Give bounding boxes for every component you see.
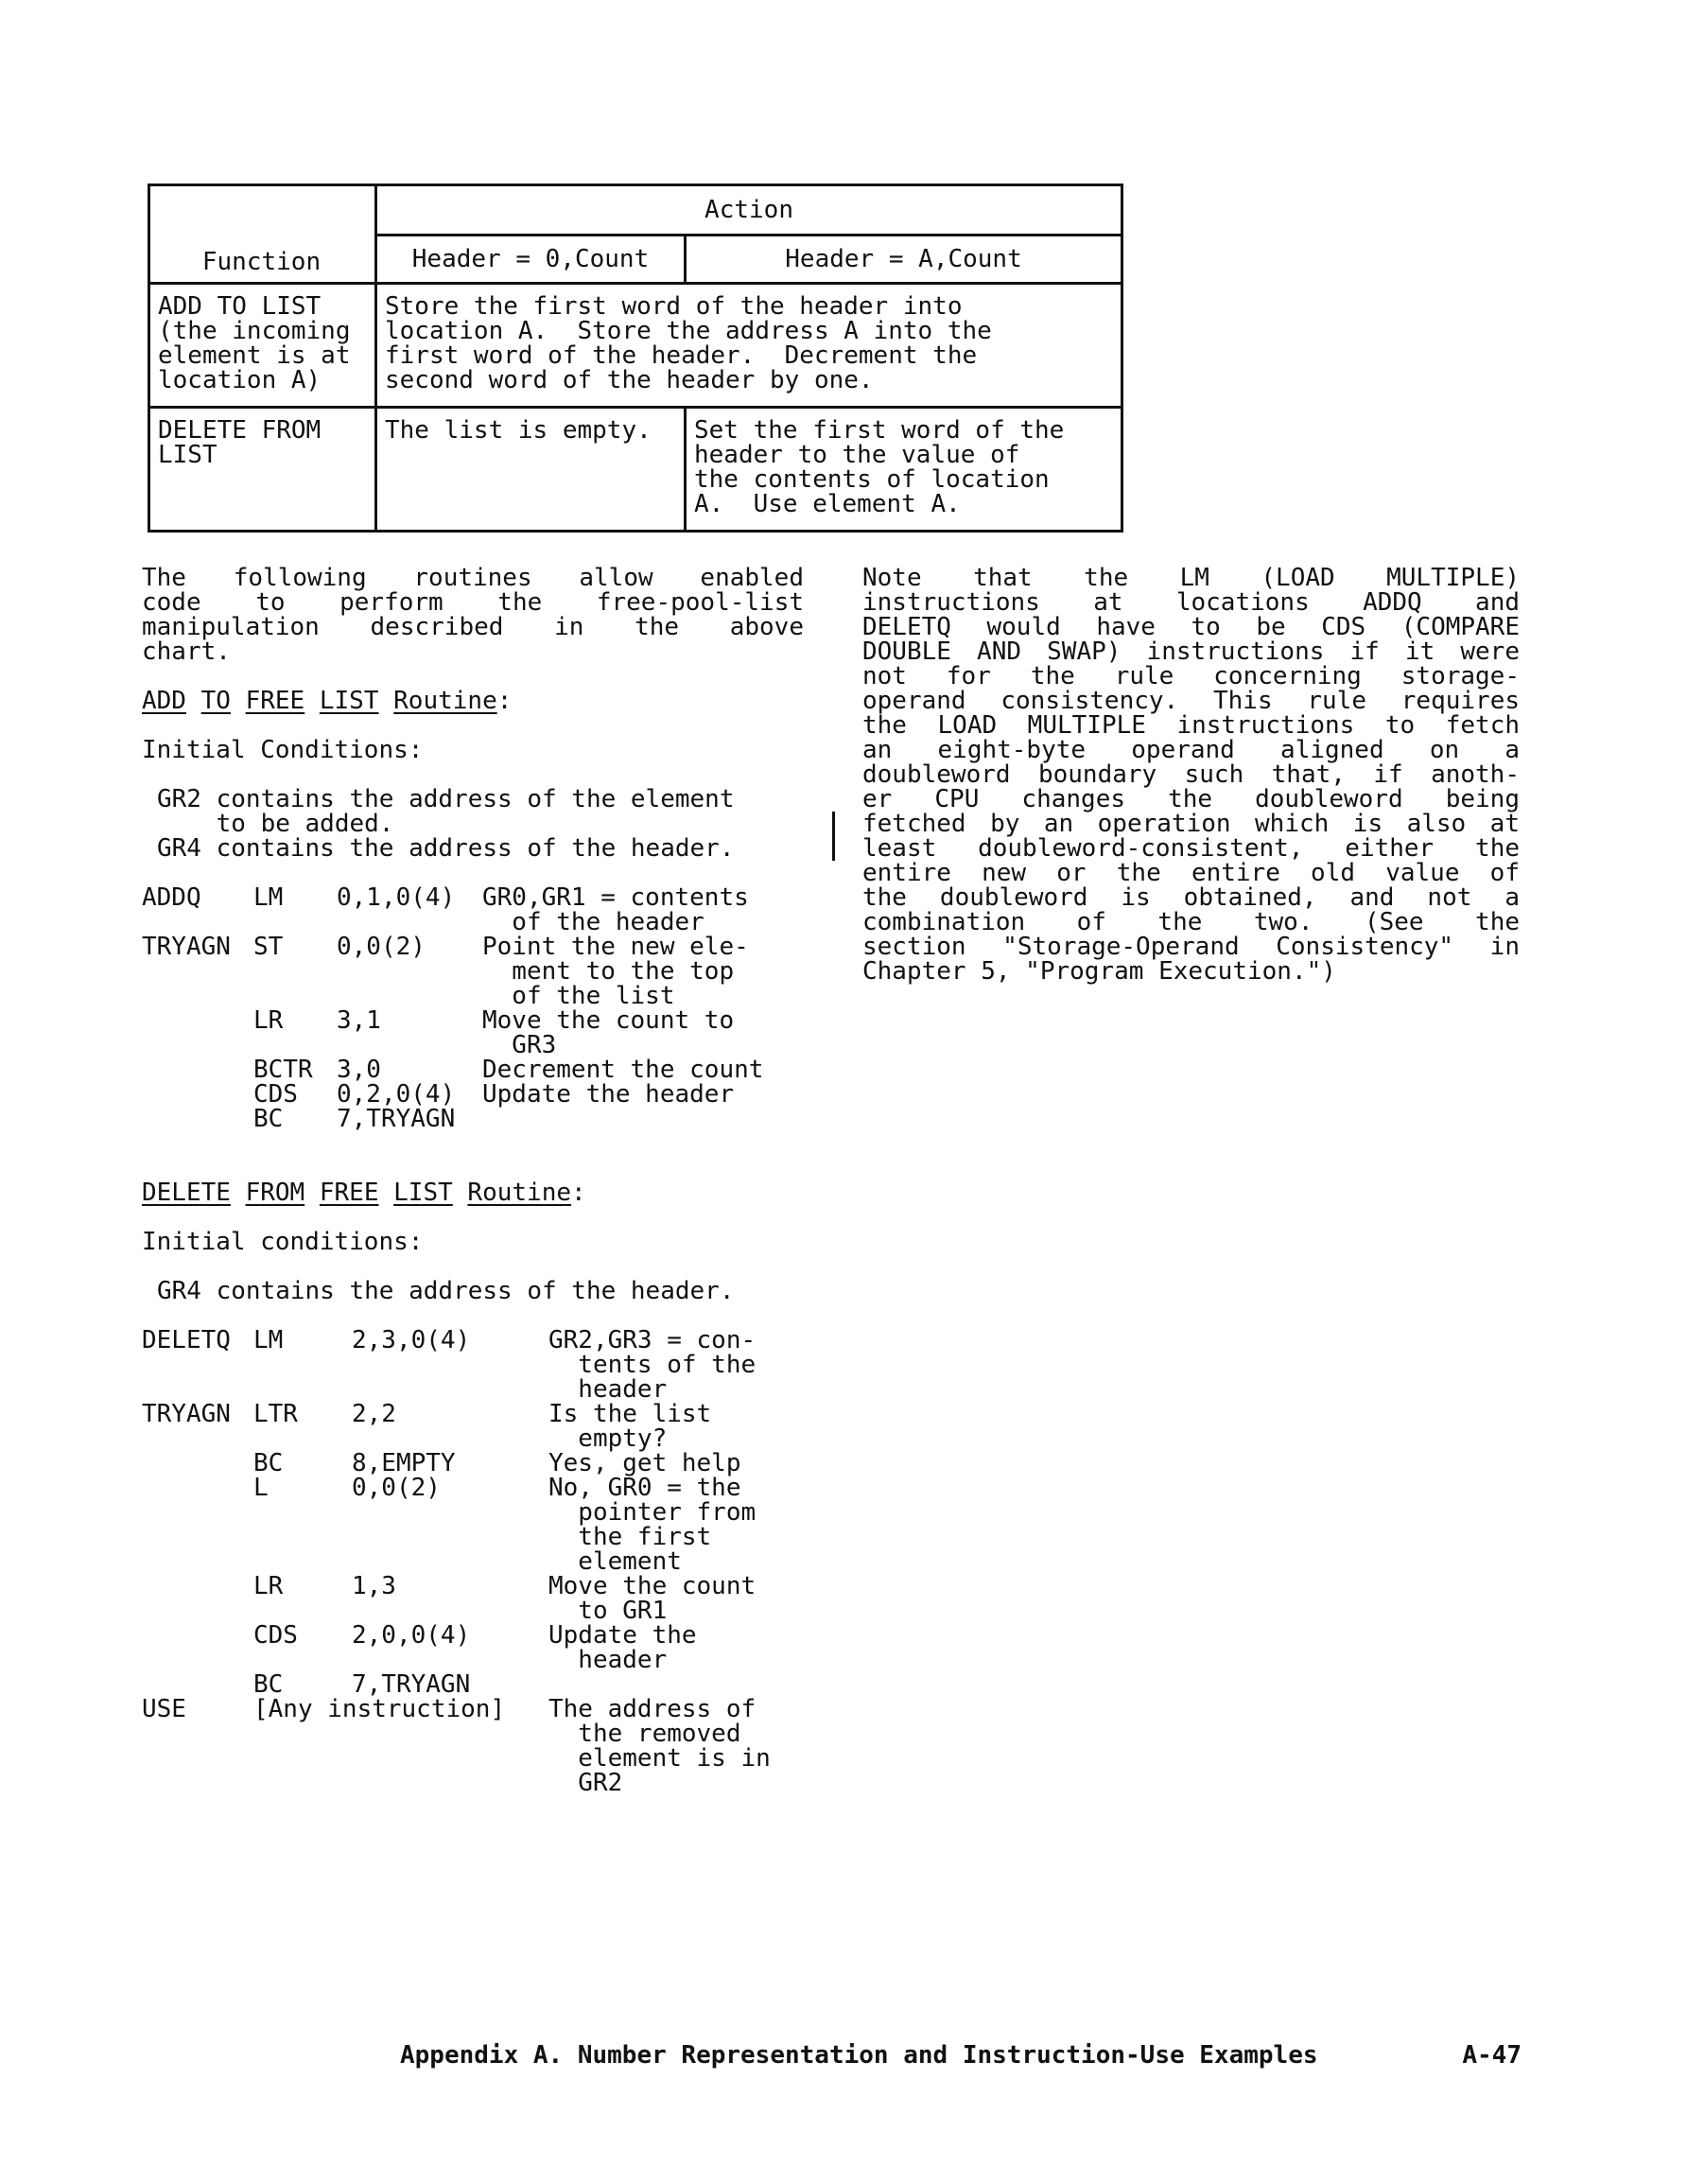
intro-paragraph: The following routines allow enabled code to perform the free-pool-list manipulation described in the above chart. — [142, 564, 804, 666]
code-operands: 0,0(2) — [337, 933, 426, 961]
add-to-list-function: ADD TO LIST (the incoming element is at location A) — [149, 284, 376, 408]
code-operands: 0,1,0(4) — [337, 883, 456, 912]
code-opcode: BCTR — [253, 1056, 313, 1084]
code-line — [142, 1008, 804, 1033]
code-opcode: BC — [253, 1670, 284, 1699]
code-operands: 7,TRYAGN — [352, 1670, 471, 1699]
revision-bar — [832, 812, 835, 836]
code-operands: 1,3 — [352, 1572, 396, 1600]
code-line — [142, 910, 804, 935]
header-a-count: Header = A,Count — [686, 236, 1122, 284]
code-line — [142, 1500, 804, 1525]
code-operands: 7,TRYAGN — [337, 1105, 456, 1133]
code-opcode: CDS — [253, 1621, 298, 1650]
code-opcode: LM — [253, 1326, 284, 1354]
code-line — [142, 1476, 804, 1500]
code-comment: GR2,GR3 = con- — [548, 1326, 757, 1354]
code-comment: GR0,GR1 = contents — [482, 883, 749, 912]
code-line — [142, 1697, 804, 1721]
code-comment: GR2 — [548, 1769, 623, 1797]
code-comment: GR3 — [482, 1031, 557, 1059]
code-line — [142, 1525, 804, 1549]
code-opcode: BC — [253, 1449, 284, 1477]
code-line — [142, 1426, 804, 1451]
code-operands: 3,0 — [337, 1056, 381, 1084]
revision-bar — [832, 836, 835, 861]
code-operands: 8,EMPTY — [352, 1449, 456, 1477]
page-number: A-47 — [1462, 2041, 1522, 2070]
code-comment: to GR1 — [548, 1597, 668, 1625]
code-line — [142, 885, 804, 910]
code-operands: 2,2 — [352, 1400, 396, 1428]
delete-routine-code — [142, 1328, 804, 1795]
code-opcode: L — [253, 1474, 269, 1502]
code-comment: element is in — [548, 1744, 771, 1773]
add-conditions: GR2 contains the address of the element to be added. GR4 contains the address of the header. — [157, 785, 735, 863]
code-comment: the removed — [548, 1720, 741, 1748]
delete-from-list-function: DELETE FROM LIST — [149, 408, 376, 532]
code-comment: Update the — [548, 1621, 697, 1650]
code-line — [142, 1599, 804, 1623]
code-comment: element — [548, 1547, 682, 1576]
code-line — [142, 1082, 804, 1107]
code-line — [142, 1721, 804, 1746]
code-comment: Point the new ele- — [482, 933, 749, 961]
delete-empty-action: The list is empty. — [376, 408, 686, 532]
code-comment: pointer from — [548, 1498, 757, 1527]
page-footer — [400, 2041, 1522, 2070]
code-comment: Decrement the count — [482, 1056, 764, 1084]
code-operands: 2,3,0(4) — [352, 1326, 471, 1354]
code-line — [142, 935, 804, 959]
delete-conditions: GR4 contains the address of the header. — [157, 1277, 735, 1305]
code-operands: 3,1 — [337, 1006, 381, 1035]
code-comment: header — [548, 1646, 668, 1674]
code-label: TRYAGN — [142, 1400, 231, 1428]
action-table — [148, 183, 1123, 533]
code-line — [142, 1771, 804, 1795]
code-line — [142, 1574, 804, 1599]
code-label: TRYAGN — [142, 933, 231, 961]
code-opcode: LR — [253, 1006, 284, 1035]
code-line — [142, 1672, 804, 1697]
code-line — [142, 959, 804, 984]
add-routine-code — [142, 885, 804, 1131]
code-opcode: BC — [253, 1105, 284, 1133]
code-label: USE — [142, 1695, 186, 1723]
code-line — [142, 1648, 804, 1672]
delete-initial-conditions-label: Initial conditions: — [142, 1228, 424, 1256]
code-line — [142, 1451, 804, 1476]
code-label: DELETQ — [142, 1326, 231, 1354]
code-opcode: LR — [253, 1572, 284, 1600]
code-comment: of the list — [482, 982, 675, 1010]
code-comment: Update the header — [482, 1080, 735, 1109]
code-line — [142, 1033, 804, 1057]
delete-nonempty-action: Set the first word of the header to the value of the contents of location A. Use element A. — [686, 408, 1122, 532]
code-line — [142, 1057, 804, 1082]
code-comment: the first — [548, 1523, 712, 1551]
code-operands: 0,0(2) — [352, 1474, 441, 1502]
code-opcode: [Any instruction] — [253, 1695, 506, 1723]
code-line — [142, 1377, 804, 1402]
delete-routine-title: DELETE FROM FREE LIST Routine: — [142, 1179, 586, 1207]
code-line — [142, 1623, 804, 1648]
footer-title: Appendix A. Number Representation and Instruction-Use Examples — [400, 2041, 1318, 2070]
code-line — [142, 1328, 804, 1353]
code-line — [142, 1107, 804, 1131]
left-column — [142, 566, 804, 1795]
code-comment: header — [548, 1375, 668, 1404]
code-comment: Is the list — [548, 1400, 712, 1428]
add-initial-conditions-label: Initial Conditions: — [142, 736, 424, 764]
code-opcode: LM — [253, 883, 284, 912]
code-comment: No, GR0 = the — [548, 1474, 741, 1502]
note-paragraph: Note that the LM (LOAD MULTIPLE) instructions at locations ADDQ and DELETQ would have to be CDS (COMPARE DOUBLE AND SWAP) instructions if it were not for the rule concerning storage- operand consistency. This rule requires the LOAD MULTIPLE instructions to fetch an eight-byte operand aligned on a doubleword boundary such that, if anoth- er CPU changes the doubleword being fetched by an operation which is also at least doubleword-consistent, either the entire new or the entire old value of the doubleword is obtained, and not a combination of the two. (See the section "Storage-Operand Consistency" in Chapter 5, "Program Execution.") — [862, 564, 1520, 986]
code-line — [142, 984, 804, 1008]
add-to-list-action: Store the first word of the header into location A. Store the address A into the first word of the header. Decrement the second word of the header by one. — [376, 284, 1122, 408]
code-comment: The address of — [548, 1695, 757, 1723]
code-comment: ment to the top — [482, 957, 735, 986]
code-comment: tents of the — [548, 1351, 757, 1379]
code-line — [142, 1549, 804, 1574]
code-line — [142, 1402, 804, 1426]
code-comment: empty? — [548, 1424, 668, 1453]
code-label: ADDQ — [142, 883, 201, 912]
code-operands: 2,0,0(4) — [352, 1621, 471, 1650]
add-routine-title: ADD TO FREE LIST Routine: — [142, 687, 513, 715]
code-opcode: CDS — [253, 1080, 298, 1109]
header-zero-count: Header = 0,Count — [376, 236, 686, 284]
code-comment: Move the count — [548, 1572, 757, 1600]
function-header: Function — [149, 185, 376, 284]
code-opcode: ST — [253, 933, 284, 961]
action-header: Action — [376, 185, 1122, 236]
code-line — [142, 1353, 804, 1377]
code-comment: Yes, get help — [548, 1449, 741, 1477]
code-line — [142, 1746, 804, 1771]
code-comment: of the header — [482, 908, 704, 936]
code-operands: 0,2,0(4) — [337, 1080, 456, 1109]
code-comment: Move the count to — [482, 1006, 735, 1035]
code-opcode: LTR — [253, 1400, 298, 1428]
